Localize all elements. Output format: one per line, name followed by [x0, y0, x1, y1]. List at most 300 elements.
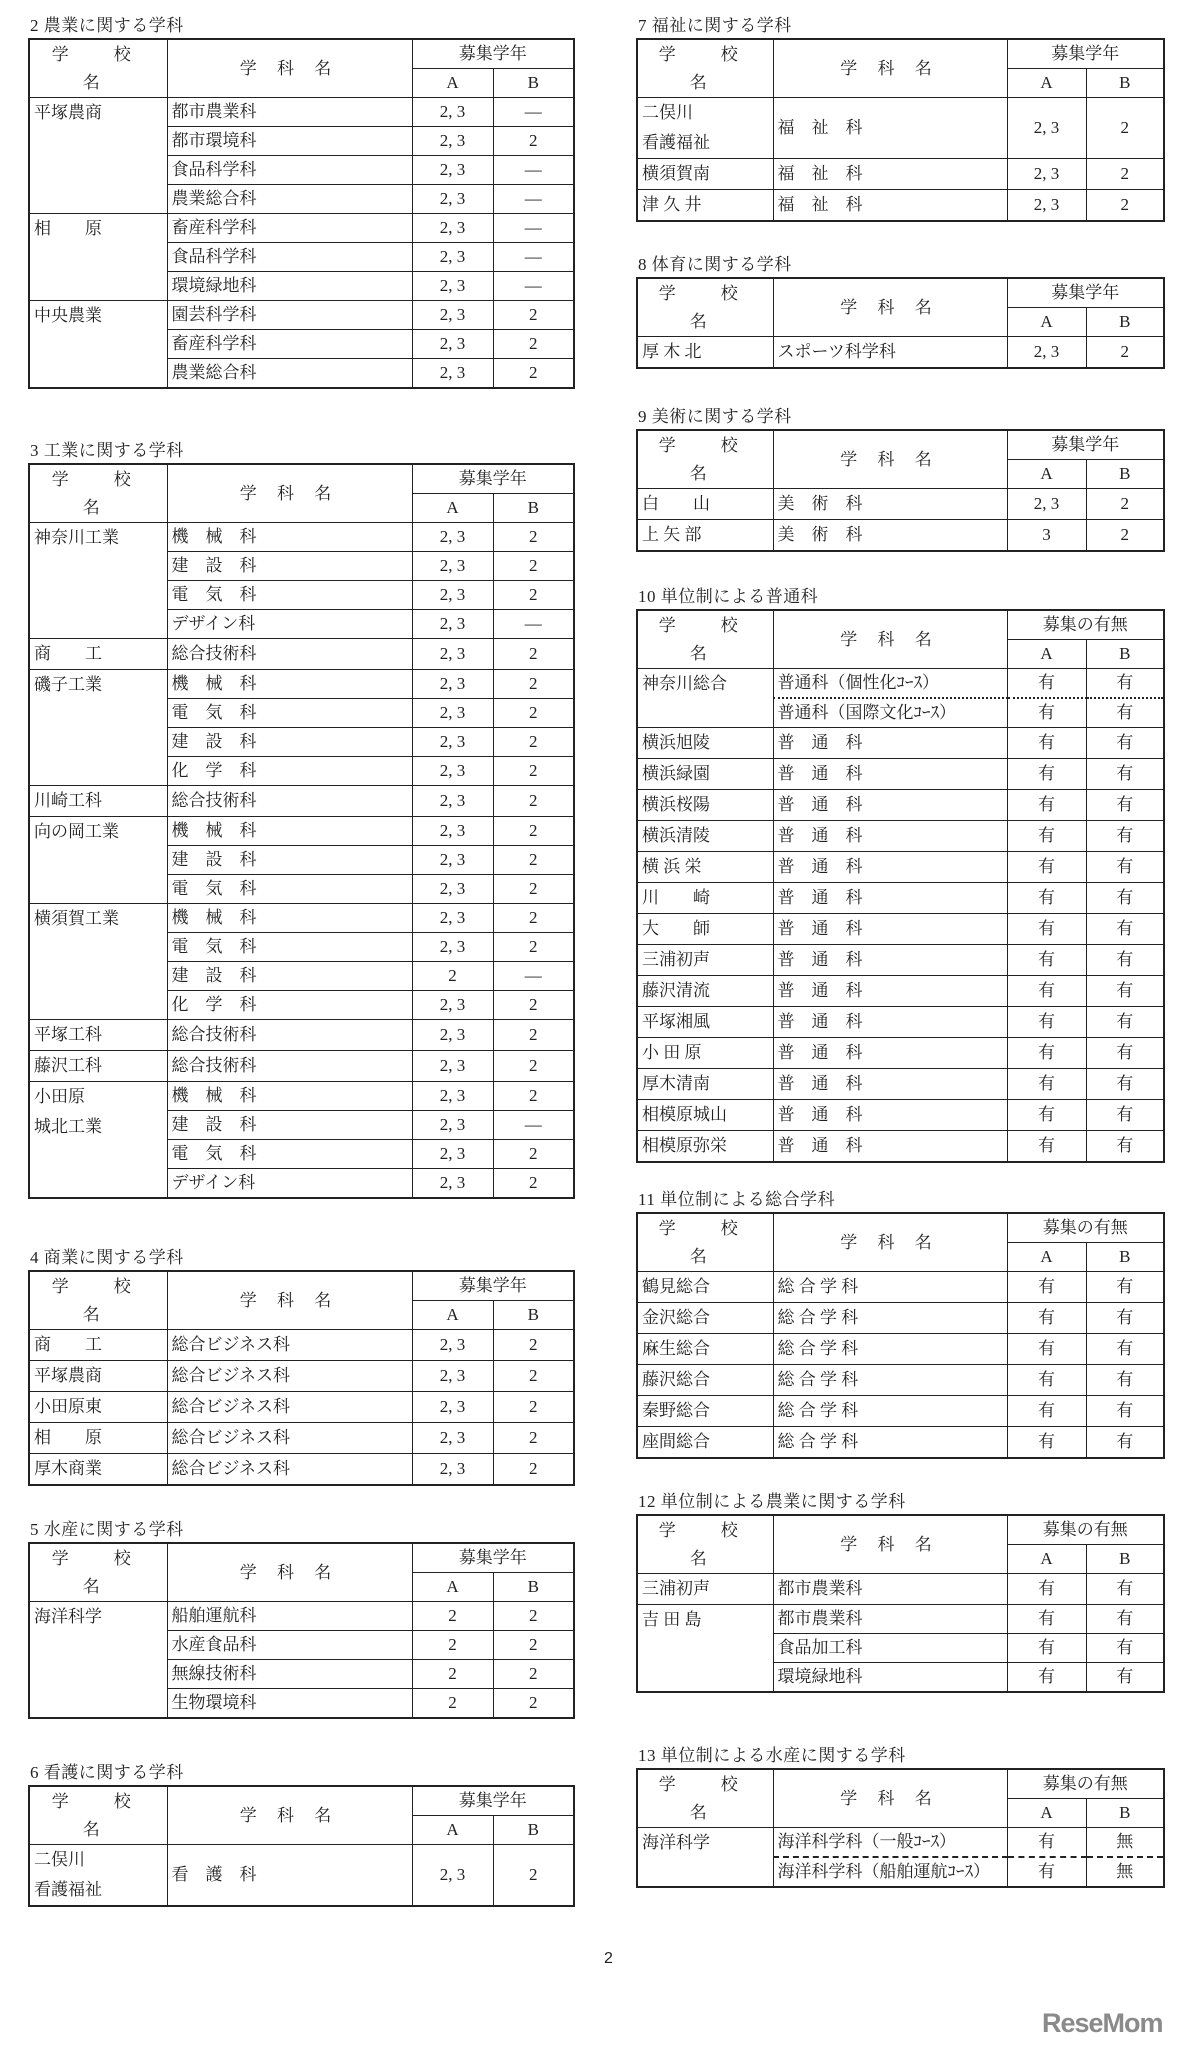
department-name-header: 学 科 名 — [167, 464, 412, 523]
table-row — [637, 759, 1164, 790]
value-b: 2 — [493, 786, 574, 817]
value-b: 有 — [1086, 1396, 1164, 1427]
value-a: 有 — [1007, 852, 1086, 883]
value-a: 2, 3 — [412, 1020, 493, 1051]
value-b: 有 — [1086, 1574, 1164, 1605]
section-welfare — [636, 16, 1165, 222]
value-a: 2 — [412, 1602, 493, 1631]
department-name: 化 学 科 — [167, 757, 412, 786]
admission-table — [28, 463, 575, 1199]
value-b: 有 — [1086, 759, 1164, 790]
value-b: 2 — [493, 904, 574, 933]
value-b: 2 — [493, 581, 574, 610]
column-b-header: B — [1086, 460, 1164, 489]
department-name: 普 通 科 — [773, 914, 1007, 945]
department-name-header: 学 科 名 — [773, 610, 1007, 669]
section-commerce — [28, 1248, 575, 1486]
table-row — [29, 670, 574, 699]
department-name: 総合技術科 — [167, 639, 412, 670]
school-name-header: 学 校 名 — [29, 1786, 167, 1845]
school-name-header: 学 校 名 — [637, 39, 773, 98]
value-b: 有 — [1086, 1303, 1164, 1334]
header-row — [637, 39, 1164, 69]
value-b: — — [493, 1111, 574, 1140]
value-a: 2, 3 — [412, 272, 493, 301]
value-a: 有 — [1007, 1007, 1086, 1038]
value-b: — — [493, 610, 574, 639]
table-row — [637, 821, 1164, 852]
department-name: 普通科（個性化ｺｰｽ） — [773, 669, 1007, 699]
value-b: 有 — [1086, 669, 1164, 699]
department-name: 看 護 科 — [167, 1845, 412, 1907]
admission-table — [636, 429, 1165, 552]
school-name: 藤沢総合 — [637, 1365, 773, 1396]
value-b: 2 — [1086, 520, 1164, 552]
value-a: 2, 3 — [412, 1082, 493, 1111]
value-a: 2, 3 — [412, 610, 493, 639]
column-b-header: B — [1086, 1545, 1164, 1574]
value-a: 2, 3 — [412, 156, 493, 185]
value-b: 有 — [1086, 1272, 1164, 1303]
department-name: 普 通 科 — [773, 945, 1007, 976]
value-a: 有 — [1007, 1663, 1086, 1693]
value-a: 2 — [412, 1631, 493, 1660]
value-b: 有 — [1086, 1634, 1164, 1663]
value-a: 2, 3 — [412, 991, 493, 1020]
value-a: 2, 3 — [412, 933, 493, 962]
value-a: 2, 3 — [412, 846, 493, 875]
group-header: 募集の有無 — [1007, 1515, 1164, 1545]
value-a: 3 — [1007, 520, 1086, 552]
header-row — [637, 278, 1164, 308]
school-name: 川 崎 — [637, 883, 773, 914]
school-name: 神奈川工業 — [29, 523, 167, 639]
column-a-header: A — [1007, 460, 1086, 489]
column-a-header: A — [1007, 1545, 1086, 1574]
table-row — [637, 728, 1164, 759]
value-b: 2 — [493, 933, 574, 962]
table-row — [29, 1361, 574, 1392]
table-row — [29, 1423, 574, 1454]
column-a-header: A — [1007, 640, 1086, 669]
department-name: 総 合 学 科 — [773, 1427, 1007, 1459]
value-a: 2, 3 — [412, 728, 493, 757]
school-name: 藤沢工科 — [29, 1051, 167, 1082]
school-name-header: 学 校 名 — [29, 1543, 167, 1602]
value-a: 2, 3 — [412, 523, 493, 552]
value-a: 2, 3 — [412, 330, 493, 359]
value-a: 有 — [1007, 1131, 1086, 1163]
column-a-header: A — [1007, 1799, 1086, 1828]
value-b: 2 — [493, 991, 574, 1020]
value-b: — — [493, 214, 574, 243]
table-row — [29, 523, 574, 552]
value-b: 有 — [1086, 976, 1164, 1007]
group-header: 募集学年 — [1007, 278, 1164, 308]
value-a: 有 — [1007, 759, 1086, 790]
table-row — [29, 786, 574, 817]
value-b: 有 — [1086, 914, 1164, 945]
value-b: 2 — [1086, 489, 1164, 520]
department-name: 総合ビジネス科 — [167, 1361, 412, 1392]
header-row — [29, 1543, 574, 1573]
value-b: 有 — [1086, 1069, 1164, 1100]
value-b: 2 — [493, 670, 574, 699]
department-name: 機 械 科 — [167, 523, 412, 552]
department-name: 建 設 科 — [167, 552, 412, 581]
section-art — [636, 407, 1165, 552]
department-name: 総合技術科 — [167, 1051, 412, 1082]
department-name: 福 祉 科 — [773, 98, 1007, 159]
school-name: 小田原東 — [29, 1392, 167, 1423]
school-name: 厚木清南 — [637, 1069, 773, 1100]
school-name: 横須賀南 — [637, 159, 773, 190]
school-name: 三浦初声 — [637, 1574, 773, 1605]
value-b: 2 — [493, 523, 574, 552]
school-name: 横 浜 栄 — [637, 852, 773, 883]
table-row — [29, 1051, 574, 1082]
department-name: デザイン科 — [167, 1169, 412, 1199]
department-name: 都市環境科 — [167, 127, 412, 156]
admission-table — [28, 38, 575, 389]
table-row — [637, 1303, 1164, 1334]
table-row — [637, 1396, 1164, 1427]
department-name: 福 祉 科 — [773, 159, 1007, 190]
department-name: 農業総合科 — [167, 359, 412, 389]
section-title: 11 単位制による総合学科 — [638, 1190, 836, 1209]
school-name: 大 師 — [637, 914, 773, 945]
header-row — [637, 1515, 1164, 1545]
department-name: 普 通 科 — [773, 1100, 1007, 1131]
department-name: 海洋科学科（船舶運航ｺｰｽ） — [773, 1857, 1007, 1887]
department-name: 総合技術科 — [167, 786, 412, 817]
department-name: 総合ビジネス科 — [167, 1423, 412, 1454]
value-a: 2 — [412, 1660, 493, 1689]
table-row — [637, 190, 1164, 222]
value-b: 2 — [493, 127, 574, 156]
table-row — [29, 1082, 574, 1111]
value-a: 有 — [1007, 945, 1086, 976]
table-row — [29, 214, 574, 243]
table-row — [29, 1392, 574, 1423]
group-header: 募集学年 — [412, 464, 574, 494]
section-title: 10 単位制による普通科 — [638, 587, 819, 606]
school-name: 厚木商業 — [29, 1454, 167, 1486]
department-name: 無線技術科 — [167, 1660, 412, 1689]
value-b: 有 — [1086, 1427, 1164, 1459]
department-name: 園芸科学科 — [167, 301, 412, 330]
column-a-header: A — [1007, 308, 1086, 337]
department-name: デザイン科 — [167, 610, 412, 639]
value-b: 2 — [493, 1051, 574, 1082]
section-title: 5 水産に関する学科 — [30, 1520, 184, 1539]
school-name-header: 学 校 名 — [637, 1769, 773, 1828]
school-name-header: 学 校 名 — [29, 464, 167, 523]
department-name: 総 合 学 科 — [773, 1272, 1007, 1303]
value-b: — — [493, 98, 574, 127]
value-b: 有 — [1086, 790, 1164, 821]
section-fisheries — [28, 1520, 575, 1719]
value-a: 2, 3 — [412, 185, 493, 214]
department-name: 農業総合科 — [167, 185, 412, 214]
department-name: 食品科学科 — [167, 243, 412, 272]
table-row — [637, 1038, 1164, 1069]
value-b: 2 — [493, 1140, 574, 1169]
value-a: 2, 3 — [412, 1169, 493, 1199]
value-a: 有 — [1007, 883, 1086, 914]
value-a: 2, 3 — [412, 786, 493, 817]
section-credit-agriculture — [636, 1492, 1165, 1693]
table-row — [637, 945, 1164, 976]
department-name: 電 気 科 — [167, 933, 412, 962]
school-name: 商 工 — [29, 639, 167, 670]
value-b: 2 — [493, 1423, 574, 1454]
value-a: 2, 3 — [1007, 159, 1086, 190]
column-a-header: A — [412, 1816, 493, 1845]
column-b-header: B — [1086, 640, 1164, 669]
school-name-header: 学 校 名 — [637, 1515, 773, 1574]
school-name: 二俣川 看護福祉 — [637, 98, 773, 159]
value-a: 有 — [1007, 698, 1086, 728]
value-a: 2, 3 — [412, 817, 493, 846]
admission-table — [636, 277, 1165, 369]
value-b: 2 — [493, 1845, 574, 1907]
school-name: 白 山 — [637, 489, 773, 520]
school-name: 横浜旭陵 — [637, 728, 773, 759]
table-row — [637, 883, 1164, 914]
department-name: 総 合 学 科 — [773, 1365, 1007, 1396]
admission-table — [636, 609, 1165, 1163]
value-b: 有 — [1086, 698, 1164, 728]
table-row — [637, 1334, 1164, 1365]
column-b-header: B — [1086, 1243, 1164, 1272]
department-name: 生物環境科 — [167, 1689, 412, 1719]
value-a: 有 — [1007, 1427, 1086, 1459]
value-b: 2 — [493, 817, 574, 846]
value-b: — — [493, 962, 574, 991]
school-name: 平塚農商 — [29, 98, 167, 214]
school-name-header: 学 校 名 — [637, 278, 773, 337]
department-name: 機 械 科 — [167, 817, 412, 846]
department-name: 都市農業科 — [167, 98, 412, 127]
value-b: 2 — [493, 1169, 574, 1199]
value-a: 有 — [1007, 821, 1086, 852]
value-a: 有 — [1007, 1303, 1086, 1334]
department-name: 建 設 科 — [167, 728, 412, 757]
department-name: 普 通 科 — [773, 728, 1007, 759]
school-name: 相 原 — [29, 214, 167, 301]
department-name: 普 通 科 — [773, 1131, 1007, 1163]
header-row — [29, 1271, 574, 1301]
value-a: 2, 3 — [412, 875, 493, 904]
value-a: 有 — [1007, 1396, 1086, 1427]
section-industry — [28, 441, 575, 1199]
section-title: 4 商業に関する学科 — [30, 1248, 184, 1267]
department-name-header: 学 科 名 — [773, 39, 1007, 98]
table-row — [637, 520, 1164, 552]
value-b: 有 — [1086, 728, 1164, 759]
value-a: 2, 3 — [1007, 98, 1086, 159]
school-name: 中央農業 — [29, 301, 167, 389]
value-b: 有 — [1086, 1007, 1164, 1038]
department-name: 普 通 科 — [773, 759, 1007, 790]
value-a: 2, 3 — [412, 552, 493, 581]
department-name-header: 学 科 名 — [167, 1543, 412, 1602]
value-b: — — [493, 243, 574, 272]
value-b: 有 — [1086, 1100, 1164, 1131]
department-name: 普 通 科 — [773, 852, 1007, 883]
group-header: 募集学年 — [1007, 39, 1164, 69]
value-a: 2, 3 — [412, 699, 493, 728]
value-b: 2 — [493, 757, 574, 786]
department-name: 食品科学科 — [167, 156, 412, 185]
value-a: 2, 3 — [412, 1111, 493, 1140]
value-a: 有 — [1007, 1828, 1086, 1858]
section-title: 6 看護に関する学科 — [30, 1763, 184, 1782]
value-b: 2 — [1086, 337, 1164, 369]
value-a: 2, 3 — [412, 214, 493, 243]
value-a: 2, 3 — [412, 1845, 493, 1907]
resemom-logo: ReseMom — [1042, 2008, 1163, 2038]
value-a: 有 — [1007, 1038, 1086, 1069]
value-b: 2 — [493, 1361, 574, 1392]
department-name: 船舶運航科 — [167, 1602, 412, 1631]
value-a: 有 — [1007, 1365, 1086, 1396]
value-b: 2 — [493, 1082, 574, 1111]
school-name: 秦野総合 — [637, 1396, 773, 1427]
table-row — [29, 1020, 574, 1051]
department-name: 建 設 科 — [167, 846, 412, 875]
school-name: 横浜桜陽 — [637, 790, 773, 821]
department-name: 普 通 科 — [773, 1007, 1007, 1038]
table-row — [637, 852, 1164, 883]
department-name: 普 通 科 — [773, 976, 1007, 1007]
department-name-header: 学 科 名 — [773, 1769, 1007, 1828]
school-name: 川崎工科 — [29, 786, 167, 817]
department-name: 電 気 科 — [167, 699, 412, 728]
department-name: 普 通 科 — [773, 790, 1007, 821]
value-b: 2 — [493, 552, 574, 581]
admission-table — [28, 1785, 575, 1907]
section-agriculture — [28, 16, 575, 389]
value-b: 有 — [1086, 1663, 1164, 1693]
school-name: 厚 木 北 — [637, 337, 773, 369]
school-name: 小田原 城北工業 — [29, 1082, 167, 1199]
department-name: 総 合 学 科 — [773, 1303, 1007, 1334]
department-name: 都市農業科 — [773, 1574, 1007, 1605]
department-name: 電 気 科 — [167, 581, 412, 610]
department-name: 畜産科学科 — [167, 330, 412, 359]
table-row — [637, 1605, 1164, 1634]
department-name: スポーツ科学科 — [773, 337, 1007, 369]
table-row — [637, 489, 1164, 520]
value-a: 有 — [1007, 1100, 1086, 1131]
school-name: 神奈川総合 — [637, 669, 773, 728]
value-a: 2, 3 — [412, 1361, 493, 1392]
table-row — [637, 1828, 1164, 1858]
section-title: 3 工業に関する学科 — [30, 441, 184, 460]
column-a-header: A — [412, 69, 493, 98]
value-a: 2 — [412, 1689, 493, 1719]
value-a: 有 — [1007, 1069, 1086, 1100]
value-b: 2 — [493, 1660, 574, 1689]
school-name-header: 学 校 名 — [29, 1271, 167, 1330]
table-row — [637, 976, 1164, 1007]
column-a-header: A — [412, 1573, 493, 1602]
department-name: 化 学 科 — [167, 991, 412, 1020]
department-name-header: 学 科 名 — [167, 39, 412, 98]
school-name: 二俣川 看護福祉 — [29, 1845, 167, 1907]
department-name: 環境緑地科 — [773, 1663, 1007, 1693]
department-name: 畜産科学科 — [167, 214, 412, 243]
table-row — [29, 301, 574, 330]
school-name-header: 学 校 名 — [637, 610, 773, 669]
value-a: 有 — [1007, 1634, 1086, 1663]
value-b: 有 — [1086, 945, 1164, 976]
value-a: 2, 3 — [412, 1330, 493, 1361]
department-name: 環境緑地科 — [167, 272, 412, 301]
school-name: 横須賀工業 — [29, 904, 167, 1020]
value-a: 2, 3 — [1007, 337, 1086, 369]
department-name-header: 学 科 名 — [167, 1271, 412, 1330]
department-name: 海洋科学科（一般ｺｰｽ） — [773, 1828, 1007, 1858]
value-b: 2 — [493, 1454, 574, 1486]
value-a: 有 — [1007, 728, 1086, 759]
value-b: 2 — [493, 875, 574, 904]
value-b: 2 — [493, 1020, 574, 1051]
column-b-header: B — [493, 1816, 574, 1845]
section-physical-education — [636, 255, 1165, 369]
department-name: 美 術 科 — [773, 520, 1007, 552]
section-title: 13 単位制による水産に関する学科 — [638, 1746, 906, 1765]
section-title: 12 単位制による農業に関する学科 — [638, 1492, 906, 1511]
table-row — [637, 914, 1164, 945]
value-b: 2 — [493, 1392, 574, 1423]
column-b-header: B — [1086, 1799, 1164, 1828]
value-b: 2 — [1086, 190, 1164, 222]
value-a: 有 — [1007, 1857, 1086, 1887]
value-a: 2, 3 — [412, 1051, 493, 1082]
value-b: 無 — [1086, 1828, 1164, 1858]
department-name: 普 通 科 — [773, 883, 1007, 914]
department-name: 福 祉 科 — [773, 190, 1007, 222]
school-name-header: 学 校 名 — [637, 1213, 773, 1272]
header-row — [637, 610, 1164, 640]
value-b: 有 — [1086, 1131, 1164, 1163]
value-b: 有 — [1086, 1365, 1164, 1396]
department-name: 総合技術科 — [167, 1020, 412, 1051]
group-header: 募集学年 — [1007, 430, 1164, 460]
section-title: 2 農業に関する学科 — [30, 16, 184, 35]
table-row — [637, 669, 1164, 699]
admission-table — [636, 1212, 1165, 1459]
table-row — [29, 1330, 574, 1361]
table-row — [29, 98, 574, 127]
table-row — [637, 1069, 1164, 1100]
value-a: 2, 3 — [412, 1392, 493, 1423]
admission-table — [636, 1768, 1165, 1888]
admission-table — [28, 1542, 575, 1719]
school-name-header: 学 校 名 — [29, 39, 167, 98]
column-b-header: B — [493, 1301, 574, 1330]
value-b: 2 — [493, 359, 574, 389]
school-name: 商 工 — [29, 1330, 167, 1361]
school-name: 金沢総合 — [637, 1303, 773, 1334]
department-name: 総合ビジネス科 — [167, 1330, 412, 1361]
value-a: 有 — [1007, 1334, 1086, 1365]
department-name-header: 学 科 名 — [773, 1213, 1007, 1272]
school-name: 横浜清陵 — [637, 821, 773, 852]
